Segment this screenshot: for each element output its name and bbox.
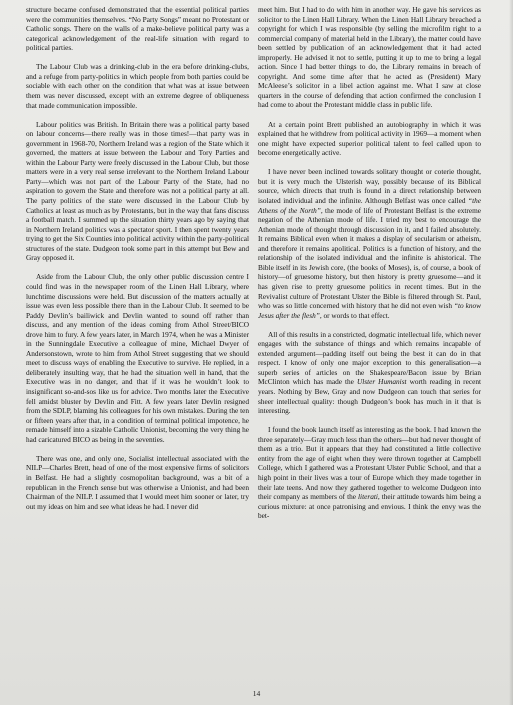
paragraph: meet him. But I had to do with him in another way. He gave his services as solicitor to the Linen Hall Library. When the Linen Hall Library breached a copyright for which I was responsible (by selling the microfilm right to a commercial company of material held in the Library), the matter could have been settled by publication of an acknowledgement that it had acted improperly. He advised it not to settle, putting it up to me to bring a legal action. Since I had better things to do, the Library remains in breach of copyright. And some time after that he acted as (President) Mary McAleese’s solicitor in a libel action against me. What I saw at close quarters in the course of defending that action confirmed the conclusion I had come to about the Protestant middle class in public life. bbox=[258, 5, 481, 110]
paragraph: At a certain point Brett published an autobiography in which it was explained that he withdrew from political activity in 1969—a moment when one might have expected superior political talent to feel called upon to become energetically active. bbox=[258, 119, 481, 158]
italic-quote: “to know Jesus after the flesh” bbox=[258, 301, 482, 320]
paragraph bbox=[258, 167, 481, 320]
text-run: , the mode of life of Protestant Belfast is the extreme negation of the Athenian mode of life. I tried my best to encourage the Athenian mode of thought through discussion in it, and I failed absolutely. It remains Biblical even when it makes a display of secularism or atheism, and therefore it remains apolitical. Politics is a function of history, and the relationship of the isolated individual and the infinite is ahistorical. The Bible itself in its Jewish core, (the books of Moses), is, of course, a book of history—of gruesome history, but then history is pretty gruesome—and it has given rise to pretty gruesome politics in recent times. But in the Revivalist culture of Protestant Ulster the Bible is filtered through St. Paul, who was so little concerned with history that he did not even wish bbox=[258, 205, 481, 311]
right-column bbox=[258, 5, 481, 530]
left-column bbox=[26, 5, 249, 521]
text-run: I have never been inclined towards solitary thought or coterie thought, but it is very much the Ulsterish way, possibly because of its Biblical source, which directs that truth is found in a direct relationship between isolated individual and the infinite. Although Belfast was once called bbox=[258, 167, 481, 206]
text-run: worth reading in recent years. Nothing by Bew, Gray and now Dudgeon can touch that series for sheer intellectual quality: though Dudgeon’s book has much in it that is interesting. bbox=[258, 377, 482, 416]
paragraph bbox=[258, 330, 481, 416]
text-run: , or words to that effect. bbox=[319, 310, 390, 320]
paragraph: The Labour Club was a drinking-club in the era before drinking-clubs, and a refuge from party-politics in which people from both parties could be sociable with each other on the condition that what was at issue between them was never discussed, except with an extreme degree of obliqueness that made communication impossible. bbox=[26, 62, 249, 110]
paragraph: Aside from the Labour Club, the only other public discussion centre I could find was in the newspaper room of the Linen Hall Library, where lunchtime discussions were held. But discussion of the matters actually at issue was even less possible there than in the Labour Club. It seemed to be Paddy Devlin’s bailiwick and Devlin wanted to sound off rather than discuss, and any mention of the ideas coming from Athol Street/BICO drove him to fury. A few years later, in March 1974, when he was a Minister in the Sunningdale Executive a colleague of mine, Michael Dwyer of Andersonstown, wrote to him from Athol Street suggesting that we should meet to discuss ways of enabling the Executive to survive. He replied, in a deliberately insulting way, that he had the situation well in hand, that the Executive was in no danger, and that if it was he wouldn’t look to insignificant so-and-sos like us for advice. Two months later the Executive fell amidst bluster by Devlin and Fitt. A few years later Devlin resigned from the SDLP, blaming his colleagues for his own mistakes. During the ten or fifteen years after that, in a condition of terminal political impotence, he remade himself into a sizable Catholic Unionist, becoming the very thing he had caricatured BICO as being in the seventies. bbox=[26, 272, 249, 444]
italic-quote: “the Athens of the North” bbox=[258, 196, 481, 215]
paragraph: There was one, and only one, Socialist intellectual associated with the NILP—Charles Brett, head of one of the most expensive firms of solicitors in Belfast. He had a slightly cosmopolitan background, was a bit of a republican in the French sense but was otherwise a Unionist, and had been Chairman of the NILP. I assumed that I would meet him sooner or later, try out my ideas on him and see what ideas he had. I never did bbox=[26, 453, 249, 511]
italic-title: Ulster Humanist bbox=[356, 377, 407, 387]
paragraph: Labour politics was British. In Britain there was a political party based on labour concerns—there really was in those times!—that party was in government in 1968-70, Northern Ireland was a region of the State which it governed, the matters at issue between the Labour and Tory Parties and within the Labour Party were freely discussed in the Labour Club, but those matters were in a very real sense irrelevant to the Northern Ireland Labour Party—which was not part of the Labour Party of the State, had no aspiration to govern the State and therefore was not a political party at all. The party politics of the state were discussed in the Labour Club by Catholics at least as much as by Protestants, but in the way that fans discuss a football match. I summed up the situation thirty years ago by saying that in Northern Ireland politics was a spectator sport. I then spent twenty years trying to get the Six Counties into political activity within the party-political structures of the state. Dudgeon took some part in this attempt but Bew and Gray opposed it. bbox=[26, 119, 249, 263]
italic-word: literati bbox=[358, 492, 378, 502]
paragraph bbox=[258, 425, 481, 520]
text-run: , their attitude towards him being a curious mixture: at once patronising and envious. I think the envy was the bet- bbox=[258, 492, 481, 521]
text-run: All of this results in a constricted, dogmatic intellectual life, which never engages with the substance of things and which remains incapable of extended argument—padding itself out being the best it can do in that respect. I know of only one major exception to this generalisation—a superb series of articles on the Shakespeare/Bacon issue by Brian McClinton which has made the bbox=[258, 329, 481, 387]
page-edge-shadow bbox=[509, 0, 513, 705]
paragraph: structure became confused demonstrated that the essential political parties were the communities themselves. “No Party Songs” meant no Protestant or Catholic songs. There on the walls of a make-believe political party was a categorical acknowledgement of the real-life situation with regard to political parties. bbox=[26, 5, 249, 53]
text-run: I found the book launch itself as interesting as the book. I had known the three separately—Gray much less than the others—but had never thought of them as a trio. But it appears that they had constituted a little collective entity from the age of eight when they were thrown together at Campbell College, which I gathered was a Protestant Ulster Public School, and that a high point in their lives was a tour of Europe which they made together in their late teens. And now they gathered together to welcome Dudgeon into their company as members of the bbox=[258, 425, 481, 502]
page-number: 14 bbox=[252, 689, 261, 698]
